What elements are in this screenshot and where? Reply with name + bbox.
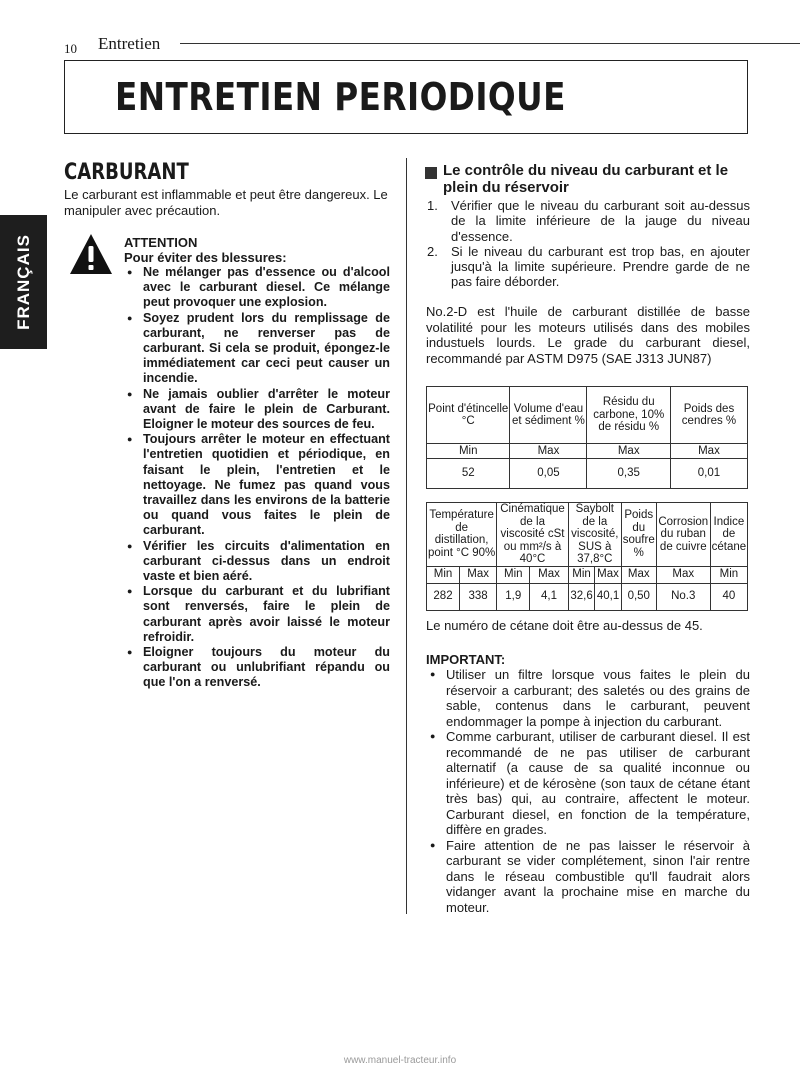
cetane-note: Le numéro de cétane doit être au-dessus de 45. bbox=[426, 618, 703, 633]
step-number: 1. bbox=[427, 198, 438, 213]
header-rule bbox=[180, 43, 800, 44]
table-header: Poids du soufre % bbox=[621, 503, 656, 567]
page-title: ENTRETIEN PERIODIQUE bbox=[115, 75, 566, 119]
table-cell: Min bbox=[427, 444, 510, 459]
table-cell: 40 bbox=[710, 583, 747, 610]
important-title: IMPORTANT: bbox=[426, 652, 506, 667]
table-header: Poids des cendres % bbox=[670, 387, 747, 444]
heading-square-icon bbox=[425, 167, 437, 179]
list-item: ● Soyez prudent lors du remplissage de carburant, ne renverser pas de carburant. Si cela se produit, épongez-le immédiatement car ceci peut causer un incendie. bbox=[124, 311, 390, 387]
table-header: Saybolt de la viscosité, SUS à 37,8°C bbox=[568, 503, 621, 567]
list-item bbox=[427, 244, 750, 290]
table-cell: 0,05 bbox=[510, 459, 587, 489]
column-divider bbox=[406, 158, 407, 914]
list-item: ● Faire attention de ne pas laisser le réservoir à carburant se vider complétement, sinon l'air rentre dans le réseau combustible qu'll faudrait alors vidanger avant la prochaine mise en marche du moteur. bbox=[427, 838, 750, 916]
step-text: Vérifier que le niveau du carburant soit au-dessus de la limite inférieure de la jauge du niveau d'essence. bbox=[451, 198, 750, 244]
table-header: Indice de cétane bbox=[710, 503, 747, 567]
fuel-spec-table-2 bbox=[426, 502, 748, 611]
list-item: ● Eloigner toujours du moteur du carburant ou unlubrifiant répandu ou que l'on a renversé. bbox=[124, 645, 390, 691]
table-cell: 40,1 bbox=[595, 583, 622, 610]
attention-subtitle: Pour éviter des blessures: bbox=[124, 250, 287, 265]
warning-triangle-icon bbox=[68, 232, 114, 276]
table-cell: 52 bbox=[427, 459, 510, 489]
table-cell: 0,35 bbox=[587, 459, 670, 489]
attention-title: ATTENTION bbox=[124, 235, 198, 250]
language-tab bbox=[0, 215, 47, 349]
table-header: Cinématique de la viscosité cSt ou mm²/s à 40°C bbox=[497, 503, 569, 567]
table-cell: Max bbox=[670, 444, 747, 459]
intro-text: Le carburant est inflammable et peut être dangereux. Le manipuler avec précaution. bbox=[64, 187, 388, 218]
list-item: ● Vérifier les circuits d'alimentation en carburant ci-dessus dans un endroit vaste et bien aéré. bbox=[124, 539, 390, 585]
list-item bbox=[427, 198, 750, 244]
table-cell: No.3 bbox=[656, 583, 710, 610]
table-cell: 338 bbox=[460, 583, 497, 610]
table-cell: Min bbox=[497, 566, 530, 583]
table-cell: Max bbox=[621, 566, 656, 583]
table-cell: 4,1 bbox=[530, 583, 569, 610]
attention-list bbox=[124, 265, 390, 691]
table-cell: 0,01 bbox=[670, 459, 747, 489]
list-item: ● Utiliser un filtre lorsque vous faites le plein du réservoir a carburant; des saletés ou des grains de sable, contenus dans le carburant, peuvent endommager la pompe à injection du carburant. bbox=[427, 667, 750, 729]
carburant-heading: CARBURANT bbox=[64, 160, 189, 185]
fuel-spec-table-1 bbox=[426, 386, 748, 489]
table-cell: Max bbox=[656, 566, 710, 583]
list-item: ● Lorsque du carburant et du lubrifiant sont renversés, faire le plein de carburant après avoir laissé le moteur refroidir. bbox=[124, 584, 390, 645]
step-text: Si le niveau du carburant est trop bas, en ajouter jusqu'à la limite supérieure. Prendre garde de ne pas faire déborder. bbox=[451, 243, 750, 290]
section-name: Entretien bbox=[98, 34, 161, 53]
table-header: Point d'étincelle °C bbox=[427, 387, 510, 444]
table-cell: Max bbox=[595, 566, 622, 583]
table-header: Corrosion du ruban de cuivre bbox=[656, 503, 710, 567]
table-cell: Min bbox=[710, 566, 747, 583]
language-tab-label: FRANÇAIS bbox=[13, 234, 33, 330]
list-item: ● Comme carburant, utiliser de carburant diesel. Il est recommandé de ne pas utiliser de carburant alternatif (a cause de sa qualité inconnue ou inférieure) et de kérosène (son taux de cétane étant très bas) qui, au contraire, affectent le moteur. Carburant diesel, en fonction de la température, diffère en grades. bbox=[427, 729, 750, 838]
footer-watermark: www.manuel-tracteur.info bbox=[343, 1055, 457, 1066]
steps-list bbox=[427, 198, 750, 290]
table-cell: 0,50 bbox=[621, 583, 656, 610]
diesel-paragraph: No.2-D est l'huile de carburant distillée de basse volatilité pour les moteurs utilisés dans des mobiles industuels lourds. Le grade du carburant diesel, recommandé par ASTM D975 (SAE J313 JUN87) bbox=[426, 304, 750, 366]
step-number: 2. bbox=[427, 243, 438, 259]
page-number: 10 bbox=[64, 41, 77, 56]
important-list bbox=[427, 667, 750, 915]
table-cell: Max bbox=[510, 444, 587, 459]
table-cell: Min bbox=[427, 566, 460, 583]
fuel-check-heading: Le contrôle du niveau du carburant et le plein du réservoir bbox=[443, 162, 729, 196]
table-header: Résidu du carbone, 10% de résidu % bbox=[587, 387, 670, 444]
table-cell: Max bbox=[530, 566, 569, 583]
table-cell: 1,9 bbox=[497, 583, 530, 610]
table-cell: Max bbox=[587, 444, 670, 459]
list-item: ● Ne jamais oublier d'arrêter le moteur avant de faire le plein de Carburant. Eloigner le moteur des sources de feu. bbox=[124, 387, 390, 433]
table-header: Température de distillation, point °C 90% bbox=[427, 503, 497, 567]
table-header: Volume d'eau et sédiment % bbox=[510, 387, 587, 444]
table-cell: Max bbox=[460, 566, 497, 583]
list-item: ● Toujours arrêter le moteur en effectuant l'entretien quotidien et périodique, en faisant le plein, l'entretien et le nettoyage. Ne fumez pas quand vous travaillez dans les environs de la batterie ou quand vous faites le plein de carburant. bbox=[124, 432, 390, 538]
table-cell: Min bbox=[568, 566, 594, 583]
table-cell: 282 bbox=[427, 583, 460, 610]
title-box bbox=[64, 60, 748, 134]
table-cell: 32,6 bbox=[568, 583, 594, 610]
list-item: ● Ne mélanger pas d'essence ou d'alcool avec le carburant diesel. Ce mélange peut provoquer une explosion. bbox=[124, 265, 390, 311]
